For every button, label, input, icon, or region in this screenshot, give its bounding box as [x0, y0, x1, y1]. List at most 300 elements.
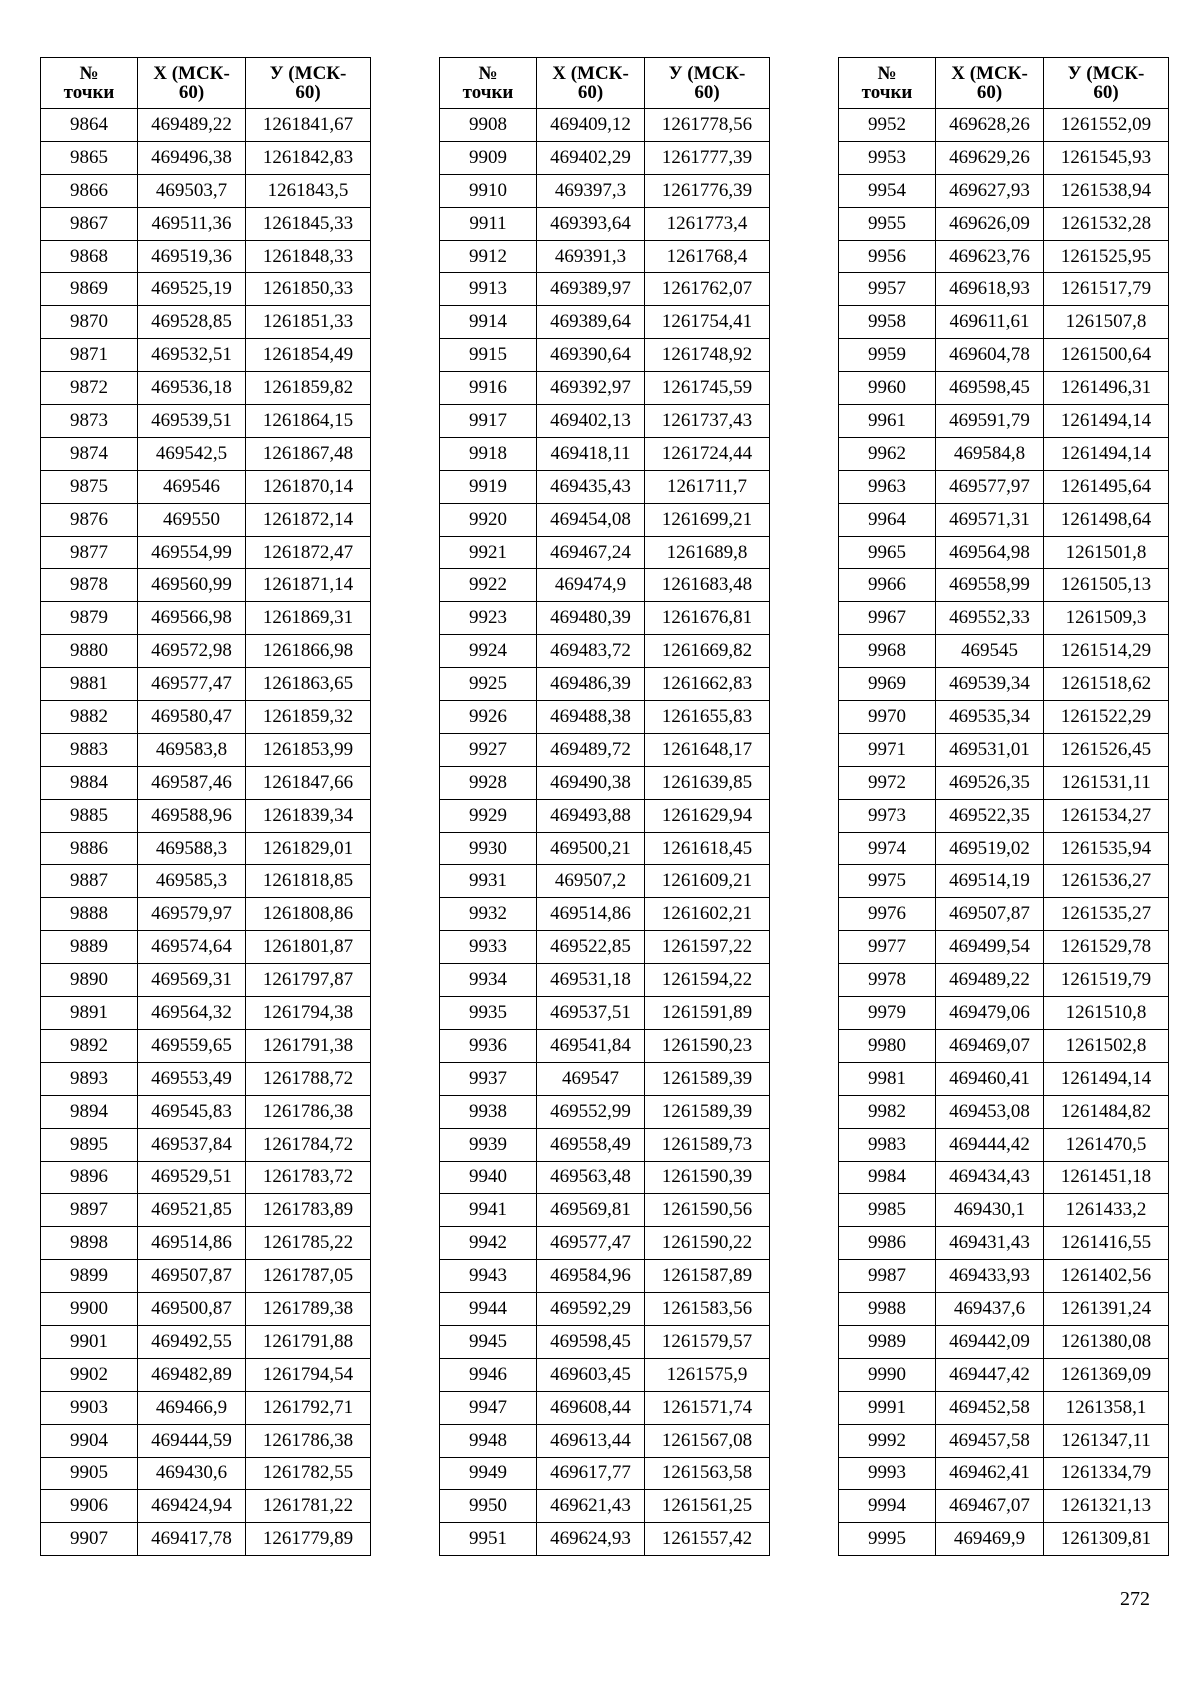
y-coordinate-cell: 1261699,21 — [645, 503, 770, 536]
y-coordinate-cell: 1261639,85 — [645, 766, 770, 799]
point-number-cell: 9884 — [41, 766, 138, 799]
table-row — [440, 1358, 770, 1391]
y-coordinate-cell: 1261563,58 — [645, 1457, 770, 1490]
y-coordinate-cell: 1261358,1 — [1044, 1391, 1169, 1424]
table-row — [839, 1227, 1169, 1260]
point-number-cell: 9919 — [440, 470, 537, 503]
table-row — [839, 569, 1169, 602]
point-number-cell: 9930 — [440, 832, 537, 865]
x-coordinate-cell: 469489,22 — [138, 109, 246, 142]
table-row — [41, 437, 371, 470]
x-coordinate-cell: 469558,49 — [537, 1128, 645, 1161]
point-number-cell: 9978 — [839, 964, 936, 997]
table-row — [41, 1523, 371, 1556]
point-number-cell: 9871 — [41, 339, 138, 372]
x-coordinate-cell: 469480,39 — [537, 602, 645, 635]
table-row — [440, 964, 770, 997]
point-number-cell: 9975 — [839, 865, 936, 898]
point-number-cell: 9876 — [41, 503, 138, 536]
point-number-cell: 9945 — [440, 1325, 537, 1358]
y-coordinate-cell: 1261797,87 — [246, 964, 371, 997]
point-number-cell: 9894 — [41, 1095, 138, 1128]
y-coordinate-cell: 1261839,34 — [246, 799, 371, 832]
x-coordinate-cell: 469558,99 — [936, 569, 1044, 602]
point-number-cell: 9928 — [440, 766, 537, 799]
x-coordinate-cell: 469546 — [138, 470, 246, 503]
x-coordinate-cell: 469535,34 — [936, 701, 1044, 734]
table-row — [41, 931, 371, 964]
table-row — [440, 273, 770, 306]
table-row — [440, 1325, 770, 1358]
y-coordinate-cell: 1261618,45 — [645, 832, 770, 865]
table-row — [41, 865, 371, 898]
point-number-cell: 9984 — [839, 1161, 936, 1194]
y-coordinate-cell: 1261590,56 — [645, 1194, 770, 1227]
point-number-cell: 9869 — [41, 273, 138, 306]
table-row — [41, 1424, 371, 1457]
point-number-cell: 9891 — [41, 997, 138, 1030]
x-coordinate-cell: 469457,58 — [936, 1424, 1044, 1457]
point-number-cell: 9981 — [839, 1062, 936, 1095]
point-number-cell: 9907 — [41, 1523, 138, 1556]
table-row — [440, 109, 770, 142]
table-row — [41, 733, 371, 766]
x-coordinate-cell: 469489,72 — [537, 733, 645, 766]
y-coordinate-cell: 1261870,14 — [246, 470, 371, 503]
y-coordinate-cell: 1261818,85 — [246, 865, 371, 898]
table-row — [41, 536, 371, 569]
y-coordinate-cell: 1261845,33 — [246, 207, 371, 240]
table-row — [440, 635, 770, 668]
table-row — [839, 865, 1169, 898]
point-number-cell: 9910 — [440, 174, 537, 207]
table-row — [440, 1095, 770, 1128]
x-coordinate-cell: 469492,55 — [138, 1325, 246, 1358]
table-row — [440, 766, 770, 799]
point-number-cell: 9881 — [41, 668, 138, 701]
x-coordinate-cell: 469437,6 — [936, 1293, 1044, 1326]
table-row — [41, 1490, 371, 1523]
y-coordinate-cell: 1261334,79 — [1044, 1457, 1169, 1490]
table-row — [440, 503, 770, 536]
point-number-cell: 9874 — [41, 437, 138, 470]
x-coordinate-cell: 469452,58 — [936, 1391, 1044, 1424]
x-coordinate-cell: 469474,9 — [537, 569, 645, 602]
y-coordinate-cell: 1261783,89 — [246, 1194, 371, 1227]
x-coordinate-header: Х (МСК- 60) — [138, 58, 246, 109]
table-row — [839, 1293, 1169, 1326]
table-row — [440, 1194, 770, 1227]
x-coordinate-cell: 469493,88 — [537, 799, 645, 832]
x-coordinate-cell: 469496,38 — [138, 141, 246, 174]
x-coordinate-cell: 469467,07 — [936, 1490, 1044, 1523]
point-number-cell: 9897 — [41, 1194, 138, 1227]
table-row — [839, 273, 1169, 306]
table-row — [839, 602, 1169, 635]
point-number-cell: 9892 — [41, 1029, 138, 1062]
point-number-cell: 9951 — [440, 1523, 537, 1556]
y-coordinate-cell: 1261748,92 — [645, 339, 770, 372]
point-number-cell: 9954 — [839, 174, 936, 207]
point-number-cell: 9950 — [440, 1490, 537, 1523]
y-coordinate-cell: 1261591,89 — [645, 997, 770, 1030]
table-row — [41, 898, 371, 931]
point-number-cell: 9913 — [440, 273, 537, 306]
point-number-header: № точки — [440, 58, 537, 109]
x-coordinate-cell: 469541,84 — [537, 1029, 645, 1062]
table-row — [440, 1029, 770, 1062]
table-row — [41, 569, 371, 602]
y-coordinate-cell: 1261470,5 — [1044, 1128, 1169, 1161]
y-coordinate-cell: 1261416,55 — [1044, 1227, 1169, 1260]
y-coordinate-cell: 1261745,59 — [645, 372, 770, 405]
point-number-cell: 9977 — [839, 931, 936, 964]
table-row — [41, 1391, 371, 1424]
point-number-cell: 9885 — [41, 799, 138, 832]
x-coordinate-cell: 469552,99 — [537, 1095, 645, 1128]
x-coordinate-cell: 469466,9 — [138, 1391, 246, 1424]
x-coordinate-cell: 469572,98 — [138, 635, 246, 668]
table-row — [440, 1128, 770, 1161]
point-number-cell: 9983 — [839, 1128, 936, 1161]
x-coordinate-cell: 469580,47 — [138, 701, 246, 734]
table-row — [41, 766, 371, 799]
point-number-cell: 9964 — [839, 503, 936, 536]
table-row — [41, 503, 371, 536]
point-number-cell: 9927 — [440, 733, 537, 766]
table-row — [41, 964, 371, 997]
point-number-cell: 9889 — [41, 931, 138, 964]
point-number-cell: 9888 — [41, 898, 138, 931]
y-coordinate-cell: 1261859,32 — [246, 701, 371, 734]
x-coordinate-cell: 469409,12 — [537, 109, 645, 142]
point-number-cell: 9901 — [41, 1325, 138, 1358]
y-coordinate-cell: 1261534,27 — [1044, 799, 1169, 832]
y-coordinate-cell: 1261498,64 — [1044, 503, 1169, 536]
point-number-cell: 9963 — [839, 470, 936, 503]
y-coordinate-cell: 1261786,38 — [246, 1424, 371, 1457]
point-number-cell: 9873 — [41, 405, 138, 438]
point-number-cell: 9921 — [440, 536, 537, 569]
point-number-cell: 9867 — [41, 207, 138, 240]
x-coordinate-cell: 469479,06 — [936, 997, 1044, 1030]
x-coordinate-cell: 469584,8 — [936, 437, 1044, 470]
x-coordinate-cell: 469539,34 — [936, 668, 1044, 701]
table-row — [440, 1293, 770, 1326]
y-coordinate-cell: 1261391,24 — [1044, 1293, 1169, 1326]
point-number-cell: 9937 — [440, 1062, 537, 1095]
table-row — [839, 1161, 1169, 1194]
x-coordinate-cell: 469482,89 — [138, 1358, 246, 1391]
y-coordinate-cell: 1261529,78 — [1044, 931, 1169, 964]
y-coordinate-cell: 1261590,22 — [645, 1227, 770, 1260]
point-number-cell: 9880 — [41, 635, 138, 668]
table-row — [41, 602, 371, 635]
x-coordinate-cell: 469521,85 — [138, 1194, 246, 1227]
table-row — [440, 865, 770, 898]
y-coordinate-cell: 1261579,57 — [645, 1325, 770, 1358]
y-coordinate-cell: 1261689,8 — [645, 536, 770, 569]
x-coordinate-cell: 469402,29 — [537, 141, 645, 174]
x-coordinate-cell: 469598,45 — [936, 372, 1044, 405]
point-number-cell: 9982 — [839, 1095, 936, 1128]
x-coordinate-cell: 469623,76 — [936, 240, 1044, 273]
point-number-cell: 9979 — [839, 997, 936, 1030]
y-coordinate-cell: 1261655,83 — [645, 701, 770, 734]
point-number-cell: 9916 — [440, 372, 537, 405]
table-row — [839, 766, 1169, 799]
page-number: 272 — [1120, 1588, 1150, 1610]
y-coordinate-cell: 1261609,21 — [645, 865, 770, 898]
table-row — [440, 1260, 770, 1293]
y-coordinate-cell: 1261522,29 — [1044, 701, 1169, 734]
point-number-cell: 9994 — [839, 1490, 936, 1523]
table-row — [440, 1457, 770, 1490]
x-coordinate-cell: 469537,84 — [138, 1128, 246, 1161]
table-row — [440, 1161, 770, 1194]
x-coordinate-cell: 469574,64 — [138, 931, 246, 964]
x-coordinate-cell: 469584,96 — [537, 1260, 645, 1293]
table-row — [41, 1128, 371, 1161]
y-coordinate-cell: 1261781,22 — [246, 1490, 371, 1523]
table-row — [839, 405, 1169, 438]
y-coordinate-cell: 1261854,49 — [246, 339, 371, 372]
point-number-cell: 9956 — [839, 240, 936, 273]
x-coordinate-cell: 469571,31 — [936, 503, 1044, 536]
x-coordinate-cell: 469552,33 — [936, 602, 1044, 635]
y-coordinate-cell: 1261538,94 — [1044, 174, 1169, 207]
table-row — [440, 832, 770, 865]
x-coordinate-cell: 469588,3 — [138, 832, 246, 865]
x-coordinate-cell: 469617,77 — [537, 1457, 645, 1490]
table-row — [440, 306, 770, 339]
point-number-cell: 9946 — [440, 1358, 537, 1391]
y-coordinate-cell: 1261768,4 — [645, 240, 770, 273]
point-number-cell: 9870 — [41, 306, 138, 339]
x-coordinate-cell: 469418,11 — [537, 437, 645, 470]
table-row — [440, 602, 770, 635]
table-row — [839, 832, 1169, 865]
y-coordinate-cell: 1261575,9 — [645, 1358, 770, 1391]
point-number-cell: 9915 — [440, 339, 537, 372]
y-coordinate-cell: 1261864,15 — [246, 405, 371, 438]
table-row — [440, 240, 770, 273]
x-coordinate-cell: 469526,35 — [936, 766, 1044, 799]
y-coordinate-cell: 1261784,72 — [246, 1128, 371, 1161]
x-coordinate-cell: 469626,09 — [936, 207, 1044, 240]
x-coordinate-cell: 469417,78 — [138, 1523, 246, 1556]
y-coordinate-cell: 1261773,4 — [645, 207, 770, 240]
y-coordinate-cell: 1261535,27 — [1044, 898, 1169, 931]
point-number-cell: 9932 — [440, 898, 537, 931]
point-number-cell: 9970 — [839, 701, 936, 734]
table-row — [41, 372, 371, 405]
x-coordinate-cell: 469628,26 — [936, 109, 1044, 142]
point-number-cell: 9882 — [41, 701, 138, 734]
y-coordinate-cell: 1261494,14 — [1044, 405, 1169, 438]
table-header-row — [839, 58, 1169, 109]
table-row — [839, 1424, 1169, 1457]
x-coordinate-cell: 469489,22 — [936, 964, 1044, 997]
x-coordinate-cell: 469613,44 — [537, 1424, 645, 1457]
point-number-cell: 9906 — [41, 1490, 138, 1523]
table-row — [440, 1391, 770, 1424]
point-number-cell: 9902 — [41, 1358, 138, 1391]
table-row — [839, 1029, 1169, 1062]
y-coordinate-cell: 1261843,5 — [246, 174, 371, 207]
table-row — [839, 964, 1169, 997]
table-row — [839, 470, 1169, 503]
point-number-cell: 9935 — [440, 997, 537, 1030]
x-coordinate-cell: 469550 — [138, 503, 246, 536]
table-row — [440, 1227, 770, 1260]
table-row — [839, 306, 1169, 339]
x-coordinate-cell: 469608,44 — [537, 1391, 645, 1424]
point-number-cell: 9944 — [440, 1293, 537, 1326]
point-number-cell: 9962 — [839, 437, 936, 470]
y-coordinate-cell: 1261648,17 — [645, 733, 770, 766]
point-number-cell: 9899 — [41, 1260, 138, 1293]
table-row — [440, 437, 770, 470]
table-row — [440, 799, 770, 832]
y-coordinate-cell: 1261629,94 — [645, 799, 770, 832]
x-coordinate-cell: 469469,07 — [936, 1029, 1044, 1062]
x-coordinate-cell: 469453,08 — [936, 1095, 1044, 1128]
point-number-cell: 9898 — [41, 1227, 138, 1260]
point-number-cell: 9895 — [41, 1128, 138, 1161]
table-row — [440, 898, 770, 931]
x-coordinate-cell: 469528,85 — [138, 306, 246, 339]
table-row — [440, 1424, 770, 1457]
x-coordinate-cell: 469545 — [936, 635, 1044, 668]
y-coordinate-cell: 1261557,42 — [645, 1523, 770, 1556]
table-row — [440, 668, 770, 701]
y-coordinate-cell: 1261514,29 — [1044, 635, 1169, 668]
x-coordinate-cell: 469627,93 — [936, 174, 1044, 207]
x-coordinate-cell: 469460,41 — [936, 1062, 1044, 1095]
table-row — [440, 339, 770, 372]
table-row — [839, 635, 1169, 668]
x-coordinate-cell: 469488,38 — [537, 701, 645, 734]
x-coordinate-cell: 469618,93 — [936, 273, 1044, 306]
y-coordinate-cell: 1261872,14 — [246, 503, 371, 536]
table-row — [839, 1490, 1169, 1523]
x-coordinate-cell: 469433,93 — [936, 1260, 1044, 1293]
table-header-row — [440, 58, 770, 109]
x-coordinate-header: Х (МСК- 60) — [537, 58, 645, 109]
x-coordinate-cell: 469507,2 — [537, 865, 645, 898]
point-number-cell: 9993 — [839, 1457, 936, 1490]
y-coordinate-cell: 1261871,14 — [246, 569, 371, 602]
point-number-cell: 9912 — [440, 240, 537, 273]
point-number-cell: 9966 — [839, 569, 936, 602]
table-row — [440, 141, 770, 174]
y-coordinate-cell: 1261502,8 — [1044, 1029, 1169, 1062]
table-row — [839, 733, 1169, 766]
point-number-cell: 9922 — [440, 569, 537, 602]
point-number-cell: 9908 — [440, 109, 537, 142]
y-coordinate-cell: 1261794,54 — [246, 1358, 371, 1391]
point-number-cell: 9955 — [839, 207, 936, 240]
point-number-cell: 9909 — [440, 141, 537, 174]
table-row — [41, 273, 371, 306]
y-coordinate-cell: 1261451,18 — [1044, 1161, 1169, 1194]
y-coordinate-cell: 1261589,39 — [645, 1062, 770, 1095]
y-coordinate-cell: 1261597,22 — [645, 931, 770, 964]
x-coordinate-cell: 469442,09 — [936, 1325, 1044, 1358]
y-coordinate-cell: 1261787,05 — [246, 1260, 371, 1293]
point-number-cell: 9903 — [41, 1391, 138, 1424]
table-row — [839, 536, 1169, 569]
y-coordinate-cell: 1261829,01 — [246, 832, 371, 865]
x-coordinate-header: Х (МСК- 60) — [936, 58, 1044, 109]
table-row — [440, 701, 770, 734]
y-coordinate-cell: 1261589,73 — [645, 1128, 770, 1161]
point-number-cell: 9961 — [839, 405, 936, 438]
x-coordinate-cell: 469611,61 — [936, 306, 1044, 339]
point-number-cell: 9985 — [839, 1194, 936, 1227]
x-coordinate-cell: 469392,97 — [537, 372, 645, 405]
y-coordinate-cell: 1261531,11 — [1044, 766, 1169, 799]
point-number-cell: 9941 — [440, 1194, 537, 1227]
x-coordinate-cell: 469604,78 — [936, 339, 1044, 372]
point-number-cell: 9991 — [839, 1391, 936, 1424]
table-row — [839, 1128, 1169, 1161]
y-coordinate-cell: 1261567,08 — [645, 1424, 770, 1457]
table-row — [41, 174, 371, 207]
x-coordinate-cell: 469563,48 — [537, 1161, 645, 1194]
point-number-cell: 9948 — [440, 1424, 537, 1457]
x-coordinate-cell: 469554,99 — [138, 536, 246, 569]
point-number-cell: 9917 — [440, 405, 537, 438]
table-row — [839, 1457, 1169, 1490]
table-row — [41, 109, 371, 142]
table-row — [839, 141, 1169, 174]
x-coordinate-cell: 469507,87 — [936, 898, 1044, 931]
y-coordinate-cell: 1261509,3 — [1044, 602, 1169, 635]
x-coordinate-cell: 469444,42 — [936, 1128, 1044, 1161]
table-row — [41, 1293, 371, 1326]
y-coordinate-cell: 1261853,99 — [246, 733, 371, 766]
x-coordinate-cell: 469499,54 — [936, 931, 1044, 964]
y-coordinate-cell: 1261850,33 — [246, 273, 371, 306]
y-coordinate-cell: 1261501,8 — [1044, 536, 1169, 569]
point-number-cell: 9920 — [440, 503, 537, 536]
y-coordinate-cell: 1261801,87 — [246, 931, 371, 964]
table-row — [839, 1325, 1169, 1358]
x-coordinate-cell: 469397,3 — [537, 174, 645, 207]
y-coordinate-cell: 1261532,28 — [1044, 207, 1169, 240]
table-row — [41, 1227, 371, 1260]
y-coordinate-header: У (МСК- 60) — [246, 58, 371, 109]
y-coordinate-cell: 1261791,38 — [246, 1029, 371, 1062]
point-number-cell: 9953 — [839, 141, 936, 174]
y-coordinate-cell: 1261776,39 — [645, 174, 770, 207]
point-number-cell: 9890 — [41, 964, 138, 997]
x-coordinate-cell: 469532,51 — [138, 339, 246, 372]
x-coordinate-cell: 469402,13 — [537, 405, 645, 438]
table-row — [440, 1062, 770, 1095]
table-row — [839, 240, 1169, 273]
y-coordinate-cell: 1261791,88 — [246, 1325, 371, 1358]
x-coordinate-cell: 469564,98 — [936, 536, 1044, 569]
table-header-row — [41, 58, 371, 109]
y-coordinate-cell: 1261786,38 — [246, 1095, 371, 1128]
x-coordinate-cell: 469444,59 — [138, 1424, 246, 1457]
table-row — [440, 536, 770, 569]
point-number-cell: 9942 — [440, 1227, 537, 1260]
x-coordinate-cell: 469624,93 — [537, 1523, 645, 1556]
